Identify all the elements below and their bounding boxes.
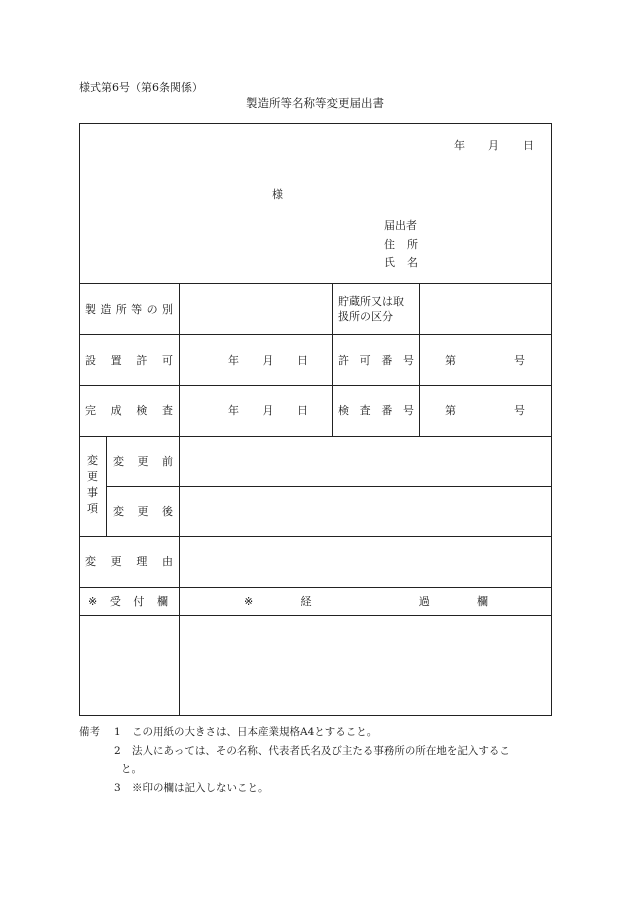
notes-heading: 備考 (79, 726, 100, 738)
inspection-number-value: 第 号 (445, 404, 525, 417)
addressee-suffix: 様 (272, 188, 283, 201)
rule-change-group (106, 436, 107, 536)
storage-handling-category-label: 貯蔵所又は取 扱所の区分 (338, 295, 404, 323)
document-title: 製造所等名称等変更届出書 (246, 96, 384, 110)
permit-number-label: 許 可 番 号 (338, 354, 414, 367)
form-number: 様式第6号（第6条関係） (79, 81, 203, 94)
rule-office-header (79, 615, 552, 616)
date-year: 年 (454, 139, 465, 152)
note-1-text: この用紙の大きさは、日本産業規格A4とすること。 (132, 726, 378, 738)
installation-permit-date: 年 月 日 (228, 354, 308, 367)
note-3-number: 3 (114, 782, 121, 794)
address-label: 住 所 (384, 238, 418, 251)
notifier-label: 届出者 (384, 219, 417, 232)
rule-mid-column (332, 283, 333, 436)
change-items-group-label: 変 更 事 項 (87, 454, 98, 515)
note-2-text-continued: と。 (121, 763, 142, 775)
installation-permit-label: 設 置 許 可 (85, 354, 173, 367)
name-label: 氏 名 (384, 256, 418, 269)
facility-type-label: 製 造 所 等 の 別 (85, 303, 173, 316)
note-2-number: 2 (114, 745, 121, 757)
completion-inspection-label: 完 成 検 査 (85, 404, 173, 417)
rule-label-column (179, 283, 180, 716)
note-2-text: 法人にあっては、その名称、代表者氏名及び主たる事務所の所在地を記入するこ (132, 745, 510, 757)
rule-change-after (79, 536, 552, 537)
rule-installation (79, 385, 552, 386)
note-3-text: ※印の欄は記入しないこと。 (132, 782, 269, 794)
change-before-label: 変 更 前 (113, 455, 173, 468)
change-reason-label: 変 更 理 由 (85, 555, 173, 568)
progress-column-label: ※ 経 過 欄 (244, 595, 488, 608)
date-month: 月 (488, 139, 499, 152)
rule-change-before (106, 486, 552, 487)
completion-inspection-date: 年 月 日 (228, 404, 308, 417)
change-after-label: 変 更 後 (113, 505, 173, 518)
inspection-number-label: 検 査 番 号 (338, 404, 414, 417)
date-day: 日 (523, 139, 534, 152)
form-table (79, 123, 552, 716)
rule-change-reason (79, 587, 552, 588)
rule-completion (79, 436, 552, 437)
rule-top-section (79, 283, 552, 284)
rule-facility-type (79, 334, 552, 335)
rule-number-column (419, 283, 420, 436)
permit-number-value: 第 号 (445, 354, 525, 367)
note-1-number: 1 (114, 726, 121, 738)
reception-column-label: ※ 受 付 欄 (88, 595, 168, 608)
